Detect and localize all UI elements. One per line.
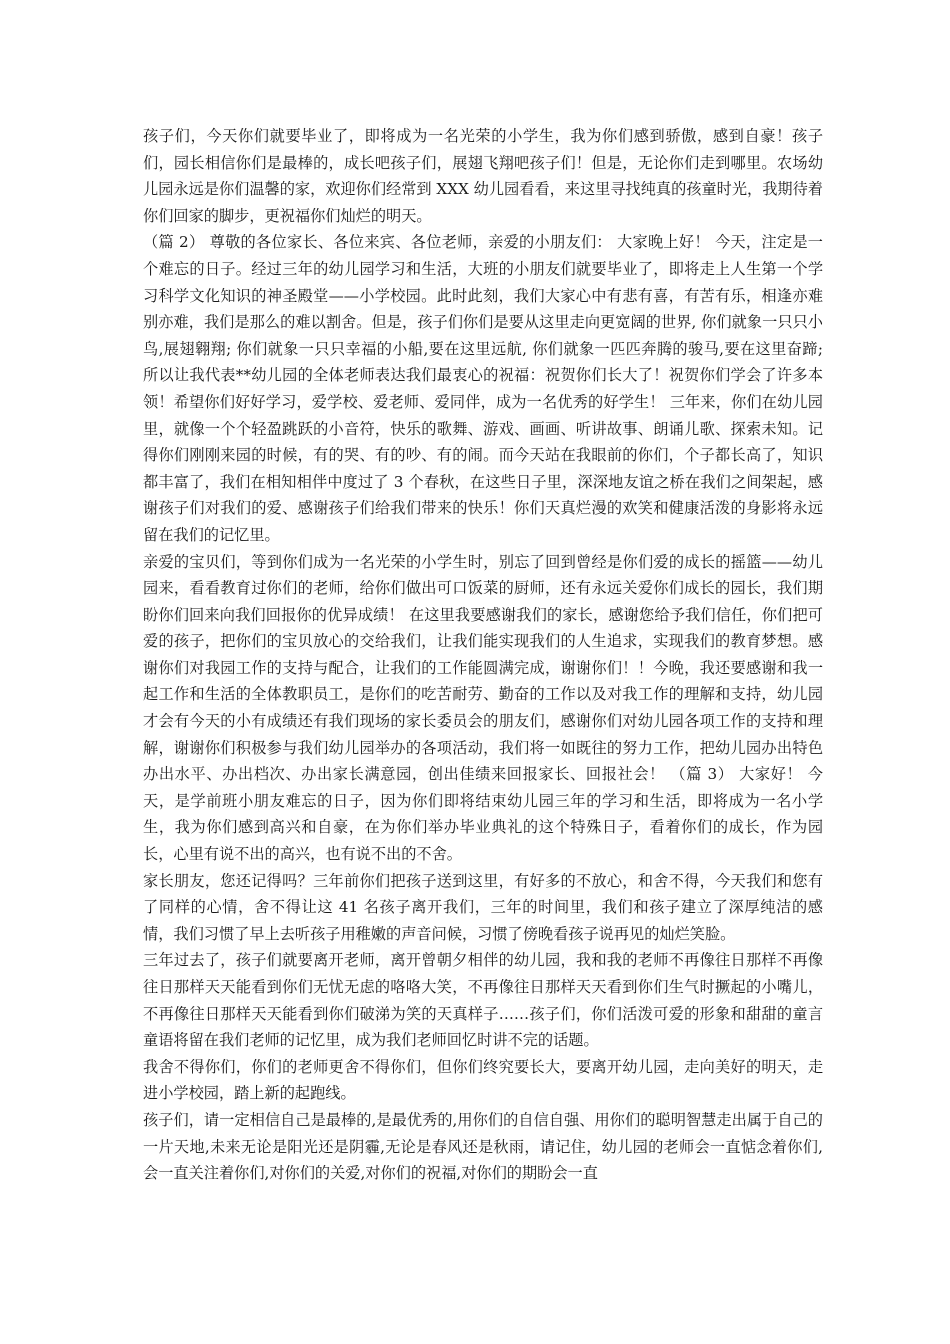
paragraph-5: 三年过去了，孩子们就要离开老师，离开曾朝夕相伴的幼儿园，我和我的老师不再像往日那样不再像往日那样天天能看到你们无忧无虑的咯咯大笑，不再像往日那样天天看到你们生气时撅起的小嘴儿，不再像往日那样天天能看到你们破涕为笑的天真样子……孩子们，你们活泼可爱的形象和甜甜的童言童语将留在我们老师的记忆里，成为我们老师回忆时讲不完的话题。 (143, 951, 823, 1050)
paragraph-4: 家长朋友，您还记得吗？三年前你们把孩子送到这里，有好多的不放心，和舍不得，今天我们和您有了同样的心情，舍不得让这 41 名孩子离开我们，三年的时间里，我们和孩子建立了深厚纯洁的感情，我们习惯了早上去听孩子用稚嫩的声音问候，习惯了傍晚看孩子说再见的灿烂笑脸。 (143, 871, 823, 943)
document-body (143, 123, 823, 1187)
paragraph-6: 我舍不得你们，你们的老师更舍不得你们，但你们终究要长大，要离开幼儿园，走向美好的明天，走进小学校园，踏上新的起跑线。 (143, 1057, 823, 1103)
paragraph-2: （篇 2） 尊敬的各位家长、各位来宾、各位老师，亲爱的小朋友们： 大家晚上好！ 今天，注定是一个难忘的日子。经过三年的幼儿园学习和生活，大班的小朋友们就要毕业了，即将走上人生第一个学习科学文化知识的神圣殿堂——小学校园。此时此刻，我们大家心中有悲有喜，有苦有乐，相逢亦难别亦难，我们是那么的难以割舍。但是，孩子们你们是要从这里走向更宽阔的世界, 你们就象一只只小鸟,展翅翱翔; 你们就象一只只幸福的小船,要在这里远航, 你们就象一匹匹奔腾的骏马,要在这里奋蹄; 所以让我代表**幼儿园的全体老师表达我们最衷心的祝福：祝贺你们长大了！祝贺你们学会了许多本领！希望你们好好学习，爱学校、爱老师、爱同伴，成为一名优秀的好学生！ 三年来，你们在幼儿园里，就像一个个轻盈跳跃的小音符，快乐的歌舞、游戏、画画、听讲故事、朗诵儿歌、探索未知。记得你们刚刚来园的时候，有的哭、有的吵、有的闹。而今天站在我眼前的你们，个子都长高了，知识都丰富了，我们在相知相伴中度过了 3 个春秋，在这些日子里，深深地友谊之桥在我们之间架起，感谢孩子们对我们的爱、感谢孩子们给我们带来的快乐！你们天真烂漫的欢笑和健康活泼的身影将永远留在我们的记忆里。 (143, 233, 823, 544)
paragraph-3: 亲爱的宝贝们，等到你们成为一名光荣的小学生时，别忘了回到曾经是你们爱的成长的摇篮——幼儿园来，看看教育过你们的老师，给你们做出可口饭菜的厨师，还有永远关爱你们成长的园长，我们期盼你们回来向我们回报你的优异成绩！ 在这里我要感谢我们的家长，感谢您给予我们信任，你们把可爱的孩子，把你们的宝贝放心的交给我们，让我们能实现我们的人生追求，实现我们的教育梦想。感谢你们对我园工作的支持与配合，让我们的工作能圆满完成，谢谢你们！！今晚，我还要感谢和我一起工作和生活的全体教职员工，是你们的吃苦耐劳、勤奋的工作以及对我工作的理解和支持，幼儿园才会有今天的小有成绩还有我们现场的家长委员会的朋友们，感谢你们对幼儿园各项工作的支持和理解，谢谢你们积极参与我们幼儿园举办的各项活动，我们将一如既往的努力工作，把幼儿园办出特色办出水平、办出档次、办出家长满意园，创出佳绩来回报家长、回报社会！ （篇 3） 大家好！ 今天，是学前班小朋友难忘的日子，因为你们即将结束幼儿园三年的学习和生活，即将成为一名小学生，我为你们感到高兴和自豪，在为你们举办毕业典礼的这个特殊日子，看着你们的成长，作为园长，心里有说不出的高兴，也有说不出的不舍。 (143, 552, 823, 864)
paragraph-1: 孩子们，今天你们就要毕业了，即将成为一名光荣的小学生，我为你们感到骄傲，感到自豪！孩子们，园长相信你们是最棒的，成长吧孩子们，展翅飞翔吧孩子们！但是，无论你们走到哪里。农场幼儿园永远是你们温馨的家，欢迎你们经常到 XXX 幼儿园看看，来这里寻找纯真的孩童时光，我期待着你们回家的脚步，更祝福你们灿烂的明天。 (143, 127, 823, 225)
paragraph-7: 孩子们，请一定相信自己是最棒的,是最优秀的,用你们的自信自强、用你们的聪明智慧走出属于自己的一片天地,未来无论是阳光还是阴霾,无论是春风还是秋雨，请记住，幼儿园的老师会一直惦念着你们,会一直关注着你们,对你们的关爱,对你们的祝福,对你们的期盼会一直 (143, 1110, 823, 1183)
